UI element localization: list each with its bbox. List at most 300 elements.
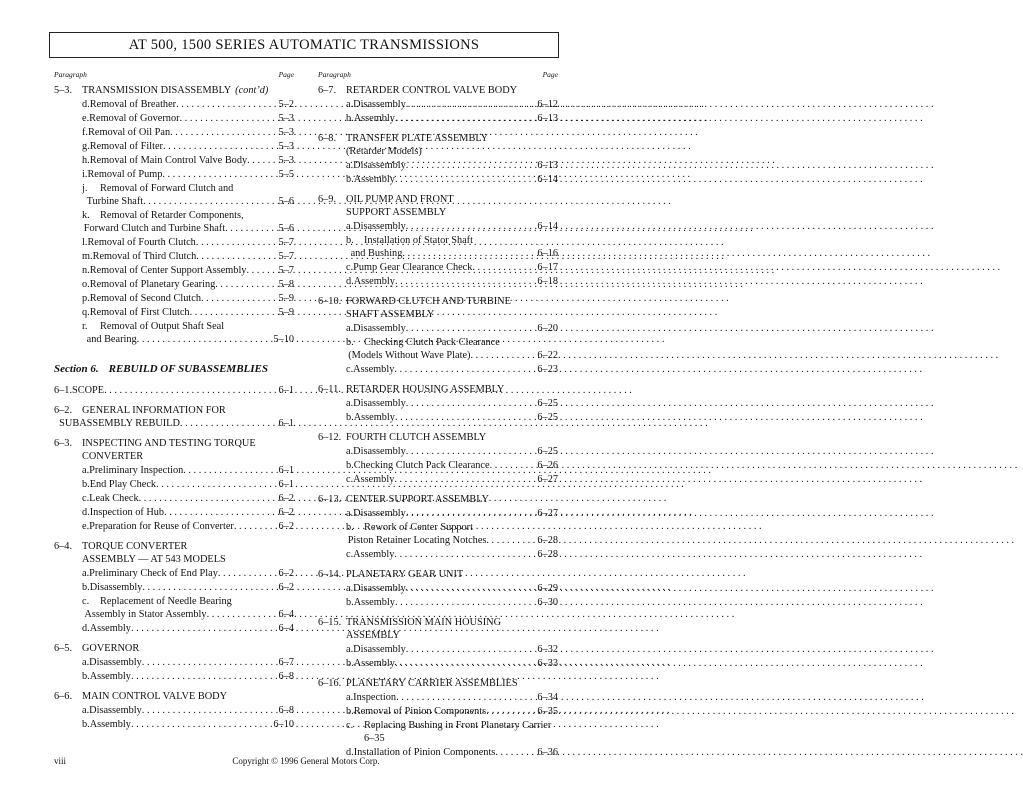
- toc-text: SHAFT ASSEMBLY: [346, 309, 435, 320]
- toc-number-spacer: [318, 145, 346, 158]
- toc-number: 6–5.: [54, 643, 73, 654]
- toc-number: d.: [346, 276, 354, 287]
- toc-subentry: [318, 261, 558, 274]
- toc-subentry: [318, 582, 558, 595]
- dot-leader: [394, 473, 536, 486]
- toc-page-number: 6–18: [537, 276, 558, 287]
- toc-number-spacer: [346, 732, 364, 745]
- toc-subentry-line: [318, 397, 558, 410]
- toc-entry: [318, 568, 558, 609]
- toc-subentry: [54, 112, 294, 125]
- toc-text: Assembly: [353, 549, 395, 560]
- toc-entry-line: [54, 553, 294, 566]
- toc-text: Disassembly: [353, 398, 406, 409]
- toc-subentry-line: [318, 363, 558, 376]
- toc-subentry-line: [318, 112, 558, 125]
- toc-entry-line: [318, 568, 558, 581]
- toc-page-number: 6–4: [278, 609, 294, 620]
- dot-leader: [131, 622, 278, 635]
- toc-number: a.: [346, 692, 354, 703]
- toc-number: b.: [82, 582, 90, 593]
- toc-page-number: 6–28: [537, 549, 558, 560]
- toc-page-number: 6–33: [537, 658, 558, 669]
- dot-leader: [143, 195, 277, 208]
- toc-text: TRANSFER PLATE ASSEMBLY: [346, 133, 489, 144]
- dot-leader: [142, 581, 277, 594]
- toc-entry-line: [318, 132, 558, 145]
- toc-subentry-line: [54, 126, 294, 139]
- toc-subentry: [54, 656, 294, 669]
- toc-text: Assembly: [353, 364, 395, 375]
- toc-number: d.: [82, 507, 90, 518]
- toc-text: Assembly: [353, 412, 395, 423]
- toc-subentry: [318, 548, 558, 561]
- left-column-labels: [54, 70, 294, 79]
- toc-number: b.: [346, 522, 354, 533]
- toc-text: Pump Gear Clearance Check: [353, 262, 473, 273]
- toc-subentry: [318, 173, 558, 186]
- toc-page-number: 6–27: [537, 508, 558, 519]
- toc-number: n.: [82, 265, 90, 276]
- toc-subentry: [54, 670, 294, 683]
- toc-number: b.: [346, 658, 354, 669]
- toc-number: c.: [346, 262, 354, 273]
- toc-number: 6–2.: [54, 405, 73, 416]
- dot-leader: [406, 220, 537, 233]
- toc-subentry: [318, 657, 558, 670]
- toc-text: OIL PUMP AND FRONT: [346, 194, 454, 205]
- dot-leader: [472, 261, 536, 274]
- toc-text: Replacing Bushing in Front Planetary Carrier: [364, 720, 552, 731]
- toc-text: Assembly: [353, 474, 395, 485]
- section-heading: [54, 363, 294, 376]
- toc-text: GENERAL INFORMATION FOR: [82, 405, 226, 416]
- toc-subentry: [54, 126, 294, 139]
- toc-subentry-line: [54, 112, 294, 125]
- toc-page-number: 5–6: [278, 223, 294, 234]
- toc-number: o.: [82, 279, 90, 290]
- dot-leader: [406, 397, 537, 410]
- dot-leader: [246, 264, 277, 277]
- dot-leader: [486, 534, 536, 547]
- toc-text: Rework of Center Support: [364, 522, 473, 533]
- dot-leader: [395, 657, 536, 670]
- dot-leader: [234, 520, 278, 533]
- toc-number: e.: [82, 113, 90, 124]
- toc-subentry-line: [54, 154, 294, 167]
- page-title: AT 500, 1500 SERIES AUTOMATIC TRANSMISSIONS: [49, 32, 559, 58]
- toc-number: a.: [82, 568, 90, 579]
- dot-leader: [394, 363, 536, 376]
- toc-subentry: [54, 98, 294, 111]
- toc-subentry-line: [54, 195, 294, 208]
- toc-text: SCOPE: [72, 385, 105, 396]
- toc-page-number: 5–9: [278, 307, 294, 318]
- toc-number: b.: [82, 671, 90, 682]
- toc-text: Removal of Oil Pan: [88, 127, 171, 138]
- toc-entry-line: [54, 642, 294, 655]
- toc-text: FOURTH CLUTCH ASSEMBLY: [346, 432, 487, 443]
- toc-number-spacer: [54, 553, 82, 566]
- toc-text: (Models Without Wave Plate): [348, 350, 471, 361]
- toc-entry: [318, 383, 558, 424]
- toc-text: Removal of Filter: [89, 141, 163, 152]
- toc-number: b.: [346, 337, 354, 348]
- toc-number: d.: [82, 99, 90, 110]
- toc-subentry: [318, 521, 558, 547]
- toc-number: d.: [82, 623, 90, 634]
- toc-right-column: [318, 84, 558, 759]
- toc-text: Disassembly: [353, 99, 406, 110]
- toc-page-number: 6–1: [278, 385, 294, 396]
- dot-leader: [170, 126, 277, 139]
- toc-number-spacer: [318, 206, 346, 219]
- toc-page-number: 6–30: [537, 597, 558, 608]
- toc-text: Removal of Forward Clutch and: [100, 183, 234, 194]
- toc-number: 6–12.: [318, 432, 342, 443]
- toc-page-number: 5–6: [278, 196, 294, 207]
- toc-number: i.: [82, 169, 88, 180]
- toc-page-number: 6–2: [278, 507, 294, 518]
- toc-number: a.: [346, 644, 354, 655]
- toc-number: c.: [346, 364, 354, 375]
- toc-subentry-line: [54, 98, 294, 111]
- toc-entry-line: [318, 629, 558, 642]
- toc-subentry-line: [318, 643, 558, 656]
- toc-page-number: 6–25: [537, 398, 558, 409]
- toc-number: a.: [82, 465, 90, 476]
- toc-number: c.: [82, 493, 90, 504]
- toc-subentry-line: [54, 182, 294, 195]
- toc-page-number: 6–36: [537, 747, 558, 758]
- toc-text: Assembly: [353, 658, 395, 669]
- toc-subentry: [54, 704, 294, 717]
- dot-leader: [131, 718, 272, 731]
- toc-entry-line: [318, 295, 558, 308]
- toc-subentry-line: [54, 236, 294, 249]
- toc-number: a.: [346, 508, 354, 519]
- toc-page-number: 6–14: [537, 221, 558, 232]
- toc-entry-line: [318, 493, 558, 506]
- toc-number: 6–8.: [318, 133, 337, 144]
- toc-number: a.: [82, 705, 90, 716]
- toc-text: TRANSMISSION DISASSEMBLY: [82, 85, 232, 96]
- toc-subentry-line: [318, 507, 558, 520]
- toc-page-number: 6–22: [537, 350, 558, 361]
- toc-subentry-line: [54, 264, 294, 277]
- toc-number: b.: [82, 479, 90, 490]
- toc-subentry: [54, 718, 294, 731]
- toc-entry: [318, 431, 558, 486]
- toc-subentry-line: [318, 173, 558, 186]
- toc-subentry-line: [318, 582, 558, 595]
- toc-text: GOVERNOR: [82, 643, 140, 654]
- toc-text: Removal of First Clutch: [89, 307, 190, 318]
- toc-entry: [318, 132, 558, 186]
- toc-subentry-line: [318, 459, 558, 472]
- toc-page-number: 6–2: [278, 521, 294, 532]
- dot-leader: [247, 154, 277, 167]
- toc-page-number: 6–1: [278, 479, 294, 490]
- toc-text: CONVERTER: [82, 451, 144, 462]
- toc-subentry: [318, 234, 558, 260]
- toc-number: r.: [82, 321, 88, 332]
- toc-subentry: [54, 236, 294, 249]
- toc-subentry: [318, 411, 558, 424]
- dot-leader: [406, 582, 537, 595]
- toc-text: Assembly: [353, 276, 395, 287]
- toc-number: p.: [82, 293, 90, 304]
- toc-page-number: 6–2: [278, 582, 294, 593]
- toc-entry-line: [54, 450, 294, 463]
- dot-leader: [190, 306, 278, 319]
- dot-leader: [180, 417, 278, 430]
- toc-subentry: [318, 691, 558, 704]
- toc-subentry: [318, 112, 558, 125]
- toc-subentry-line: [318, 322, 558, 335]
- toc-subentry: [54, 478, 294, 491]
- dot-leader: [137, 333, 273, 346]
- toc-text: PLANETARY GEAR UNIT: [346, 569, 464, 580]
- toc-number: j.: [82, 183, 88, 194]
- toc-text: Disassembly: [89, 657, 142, 668]
- toc-subentry-line: [318, 548, 558, 561]
- dot-leader: [406, 643, 537, 656]
- toc-entry-line: [318, 206, 558, 219]
- toc-entry-line: [318, 431, 558, 444]
- toc-number: a.: [346, 160, 354, 171]
- toc-text: TRANSMISSION MAIN HOUSING: [346, 617, 502, 628]
- toc-entry-line: [54, 437, 294, 450]
- toc-number: a.: [346, 583, 354, 594]
- toc-number: 6–4.: [54, 541, 73, 552]
- toc-subentry-line: [54, 492, 294, 505]
- toc-entry-line: [54, 404, 294, 417]
- toc-subentry: [54, 292, 294, 305]
- dot-leader: [395, 173, 536, 186]
- dot-leader: [395, 112, 536, 125]
- toc-page-number: 5–3: [278, 127, 294, 138]
- toc-entry: [54, 437, 294, 533]
- toc-number: c.: [82, 596, 90, 607]
- toc-number-spacer: [318, 629, 346, 642]
- toc-subentry-line: [54, 567, 294, 580]
- toc-number: a.: [346, 99, 354, 110]
- toc-text: MAIN CONTROL VALVE BODY: [82, 691, 228, 702]
- toc-number: c.: [346, 474, 354, 485]
- toc-subentry-line: [318, 596, 558, 609]
- toc-text: Removal of Main Control Valve Body: [89, 155, 248, 166]
- toc-number: a.: [346, 221, 354, 232]
- toc-subentry: [318, 473, 558, 486]
- toc-number: 6–16.: [318, 678, 342, 689]
- toc-subentry-line: [318, 98, 558, 111]
- toc-text: TORQUE CONVERTER: [82, 541, 188, 552]
- toc-subentry-line: [318, 657, 558, 670]
- toc-subentry: [318, 643, 558, 656]
- toc-subentry-line: [54, 608, 294, 621]
- toc-entry-line: [318, 383, 558, 396]
- toc-page-number: 5–5: [278, 169, 294, 180]
- toc-subentry-line: [54, 595, 294, 608]
- toc-subentry: [318, 363, 558, 376]
- toc-number: b.: [346, 412, 354, 423]
- toc-text: Disassembly: [89, 582, 143, 593]
- toc-page-number: 6–26: [537, 460, 558, 471]
- page-label: Page: [278, 70, 294, 79]
- toc-subentry-line: [318, 247, 558, 260]
- toc-subentry-line: [318, 719, 558, 732]
- toc-text: Disassembly: [353, 323, 406, 334]
- toc-page-number: 6–16: [537, 248, 558, 259]
- dot-leader: [201, 292, 278, 305]
- toc-text: CENTER SUPPORT ASSEMBLY: [346, 494, 489, 505]
- toc-page-number: 6–27: [537, 474, 558, 485]
- toc-subentry: [54, 264, 294, 277]
- toc-text: Assembly in Stator Assembly: [84, 609, 207, 620]
- toc-text: Disassembly: [353, 160, 406, 171]
- dot-leader: [406, 322, 537, 335]
- toc-page-number: 5–7: [278, 237, 294, 248]
- toc-text: Installation of Stator Shaft: [364, 235, 473, 246]
- toc-text: Removal of Governor: [89, 113, 180, 124]
- toc-subentry: [318, 705, 558, 718]
- toc-entry: [318, 677, 558, 759]
- toc-number: b.: [346, 113, 354, 124]
- toc-subentry: [318, 336, 558, 362]
- toc-page-number: 6–23: [537, 364, 558, 375]
- toc-text: Checking Clutch Pack Clearance: [364, 337, 500, 348]
- toc-page-number: 6–29: [537, 583, 558, 594]
- toc-text: Removal of Pump: [87, 169, 163, 180]
- toc-text: Disassembly: [353, 508, 406, 519]
- toc-entry-line: [318, 84, 558, 97]
- toc-text: Preliminary Inspection: [89, 465, 184, 476]
- toc-page-number: 5–10: [273, 334, 294, 345]
- toc-subentry: [318, 397, 558, 410]
- toc-subentry: [54, 278, 294, 291]
- dot-leader: [207, 608, 278, 621]
- toc-number: q.: [82, 307, 90, 318]
- toc-subentry: [318, 322, 558, 335]
- toc-number: h.: [82, 155, 90, 166]
- toc-subentry: [318, 159, 558, 172]
- toc-subentry: [54, 567, 294, 580]
- dot-leader: [183, 464, 277, 477]
- toc-number: 6–1.: [54, 385, 73, 396]
- toc-number: b.: [346, 460, 354, 471]
- toc-page-number: 5–3: [278, 155, 294, 166]
- toc-subentry-line: [318, 220, 558, 233]
- toc-number: 5–3.: [54, 85, 73, 96]
- toc-text: Piston Retainer Locating Notches: [347, 535, 487, 546]
- continued-suffix: (cont’d): [235, 85, 269, 96]
- toc-subentry: [54, 320, 294, 346]
- toc-page-number: 5–9: [278, 293, 294, 304]
- toc-subentry-line: [54, 168, 294, 181]
- toc-number: b.: [346, 174, 354, 185]
- toc-entry-line: [318, 616, 558, 629]
- toc-subentry: [54, 520, 294, 533]
- toc-text: Removal of Pinion Components: [353, 706, 487, 717]
- toc-page-number: 6–13: [537, 160, 558, 171]
- toc-text: and Bushing: [350, 248, 403, 259]
- toc-page-number: 6–20: [537, 323, 558, 334]
- dot-leader: [131, 670, 278, 683]
- toc-subentry-line: [318, 521, 558, 534]
- toc-subentry-line: [318, 159, 558, 172]
- dot-leader: [396, 691, 536, 704]
- toc-entry-line: [54, 417, 294, 430]
- toc-page-number: 6–2: [278, 493, 294, 504]
- page-number: viii: [54, 756, 67, 766]
- toc-subentry: [54, 306, 294, 319]
- toc-text: Removal of Breather: [89, 99, 177, 110]
- dot-leader: [470, 349, 536, 362]
- toc-subentry: [54, 622, 294, 635]
- toc-subentry-line: [54, 656, 294, 669]
- toc-text: FORWARD CLUTCH AND TURBINE: [346, 296, 511, 307]
- toc-subentry-line: [54, 209, 294, 222]
- toc-entry-line: [54, 690, 294, 703]
- toc-number: c.: [346, 549, 354, 560]
- toc-text: Removal of Third Clutch: [92, 251, 197, 262]
- toc-subentry-line: [318, 445, 558, 458]
- toc-subentry-line: [318, 261, 558, 274]
- toc-entry: [54, 690, 294, 731]
- toc-text: 6–35: [364, 733, 385, 744]
- toc-number: c.: [346, 720, 354, 731]
- toc-subentry-line: [318, 691, 558, 704]
- toc-page-number: 6–10: [273, 719, 294, 730]
- toc-entry: [54, 642, 294, 683]
- dot-leader: [163, 140, 278, 153]
- toc-text: RETARDER CONTROL VALVE BODY: [346, 85, 518, 96]
- toc-number: d.: [346, 747, 354, 758]
- toc-subentry: [54, 464, 294, 477]
- toc-entry: [54, 404, 294, 430]
- toc-number: m.: [82, 251, 93, 262]
- toc-number: a.: [346, 398, 354, 409]
- toc-number-spacer: [318, 308, 346, 321]
- toc-subentry-line: [318, 411, 558, 424]
- toc-subentry-line: [54, 622, 294, 635]
- dot-leader: [490, 459, 537, 472]
- toc-text: Assembly: [353, 113, 395, 124]
- toc-subentry-line: [318, 705, 558, 718]
- toc-subentry: [54, 506, 294, 519]
- toc-text: Removal of Fourth Clutch: [87, 237, 196, 248]
- toc-text: RETARDER HOUSING ASSEMBLY: [346, 384, 505, 395]
- toc-number: 6–15.: [318, 617, 342, 628]
- toc-page-number: 6–28: [537, 535, 558, 546]
- dot-leader: [156, 478, 277, 491]
- toc-text: PLANETARY CARRIER ASSEMBLIES: [346, 678, 518, 689]
- toc-entry: [318, 84, 558, 125]
- toc-text: Inspection of Hub: [89, 507, 165, 518]
- toc-subentry: [318, 445, 558, 458]
- toc-subentry-line: [318, 336, 558, 349]
- toc-page-number: 6–2: [278, 568, 294, 579]
- toc-entry-line: [318, 145, 558, 158]
- toc-page-number: 6–25: [537, 412, 558, 423]
- dot-leader: [164, 506, 277, 519]
- toc-number: b.: [346, 235, 354, 246]
- toc-text: SUPPORT ASSEMBLY: [346, 207, 447, 218]
- toc-subentry-line: [318, 534, 558, 547]
- toc-page-number: 6–12: [537, 99, 558, 110]
- toc-text: Preparation for Reuse of Converter: [89, 521, 234, 532]
